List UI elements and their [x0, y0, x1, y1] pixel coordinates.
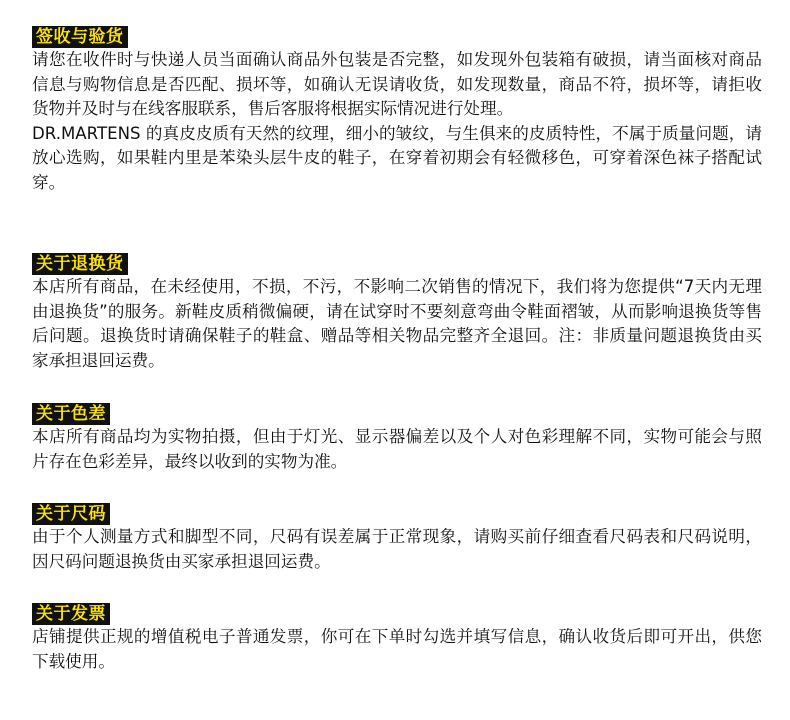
section-heading: 签收与验货	[32, 26, 128, 48]
section-color-difference	[32, 403, 762, 474]
section-paragraph: 本店所有商品均为实物拍摄，但由于灯光、显示器偏差以及个人对色彩理解不同，实物可能会与照片存在色彩差异，最终以收到的实物为准。	[32, 427, 762, 471]
section-receipt-inspection	[32, 26, 762, 195]
section-heading: 关于发票	[32, 603, 110, 625]
section-heading: 关于色差	[32, 403, 110, 425]
section-paragraph: 店铺提供正规的增值税电子普通发票，你可在下单时勾选并填写信息，确认收货后即可开出，供您下载使用。	[32, 627, 762, 671]
section-paragraph: 由于个人测量方式和脚型不同，尺码有误差属于正常现象，请购买前仔细查看尺码表和尺码说明，因尺码问题退换货由买家承担退回运费。	[32, 527, 762, 571]
section-heading: 关于尺码	[32, 503, 110, 525]
section-paragraph: DR.MARTENS 的真皮皮质有天然的纹理，细小的皱纹，与生俱来的皮质特性，不属于质量问题，请放心选购，如果鞋内里是苯染头层牛皮的鞋子，在穿着初期会有轻微移色，可穿着深色袜子搭配试穿。	[32, 123, 762, 192]
section-invoice	[32, 603, 762, 674]
section-heading: 关于退换货	[32, 253, 128, 275]
section-paragraph: 本店所有商品，在未经使用，不损，不污，不影响二次销售的情况下，我们将为您提供“7天内无理由退换货”的服务。新鞋皮质稍微偏硬，请在试穿时不要刻意弯曲令鞋面褶皱，从而影响退换货等售后问题。退换货时请确保鞋子的鞋盒、赠品等相关物品完整齐全退回。注：非质量问题退换货由买家承担退回运费。	[32, 277, 762, 370]
section-paragraph: 请您在收件时与快递人员当面确认商品外包装是否完整，如发现外包装箱有破损，请当面核对商品信息与购物信息是否匹配、损坏等，如确认无误请收货，如发现数量，商品不符，损坏等，请拒收货物并及时与在线客服联系，售后客服将根据实际情况进行处理。	[32, 50, 762, 118]
section-sizing	[32, 503, 762, 574]
section-returns-exchanges	[32, 253, 762, 373]
